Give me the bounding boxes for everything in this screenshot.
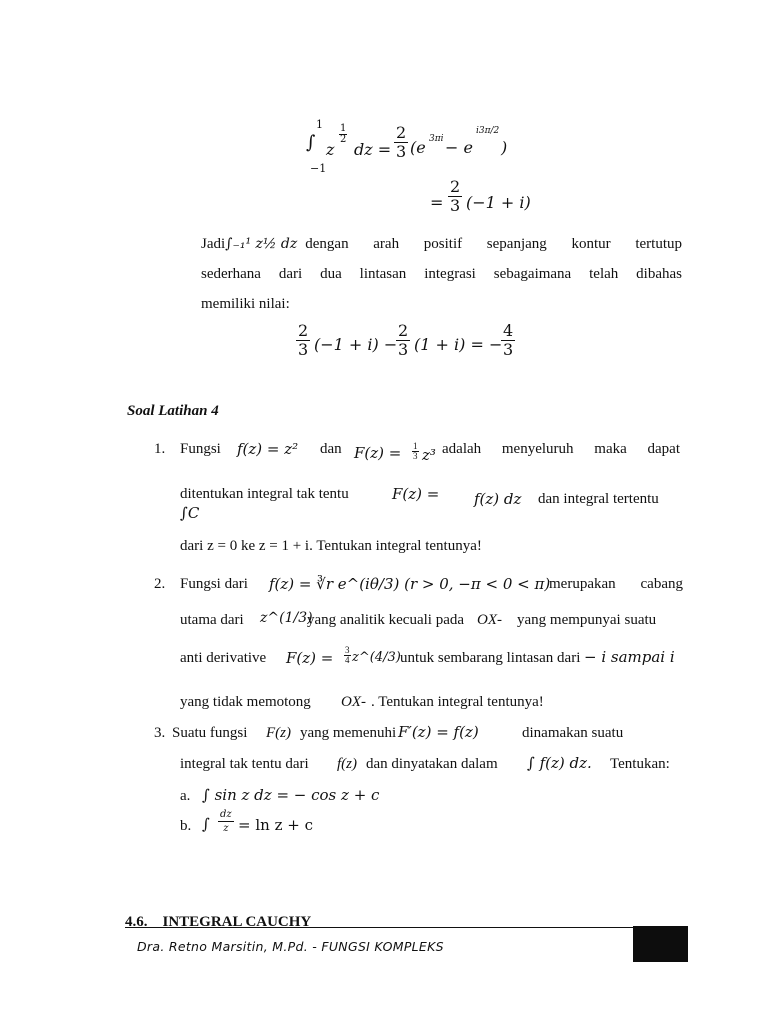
fraction-two-thirds: 2 3 (396, 123, 407, 161)
math-F-z: F(z) = (286, 649, 334, 667)
paragraph-jadi (201, 233, 682, 315)
fraction-2: 2 3 (398, 321, 409, 359)
math-minus-i-to-i: − i sampai i (584, 648, 675, 666)
paragraph-line-2: sederhana dari dua lintasan integrasi sebagaimana telah dibahas (201, 266, 682, 282)
math-integral-f-z-dz: ∫ f(z) dz. (527, 754, 592, 772)
text: . Tentukan integral tentunya! (371, 694, 544, 710)
text: dan dinyatakan dalam (366, 756, 498, 772)
section-heading: 4.6. INTEGRAL CAUCHY (125, 914, 312, 930)
math-F-prime-z: F′(z) = f(z) (398, 723, 479, 741)
integral-over-c: ∫C (180, 504, 200, 522)
question-1 (154, 438, 684, 558)
integral-sign: ∫ (202, 815, 210, 833)
integral-expression: ∫₋₁¹ z½ dz (225, 236, 298, 252)
equals-sign: = (430, 193, 444, 212)
question-number: 2. (154, 576, 166, 592)
item-label-b: b. (180, 818, 192, 834)
text: integral tak tentu dari (180, 756, 309, 772)
item-label-a: a. (180, 788, 191, 804)
math-f-z-dz: f(z) dz (474, 490, 522, 508)
question-3 (154, 722, 684, 852)
text: dan (320, 441, 342, 457)
question-number: 3. (154, 725, 166, 741)
text-f-z: f(z) (337, 756, 357, 772)
math-ln-z: = ln z + c (238, 816, 313, 834)
rhs-e1-exponent: 3πi (429, 134, 444, 144)
text: yang mempunyai suatu (517, 612, 657, 628)
text: utama dari (180, 612, 244, 628)
text: yang memenuhi (300, 725, 397, 741)
page-number-box (633, 926, 688, 962)
term-1: (−1 + i) − (314, 335, 398, 354)
fraction-three-quarters: 3 4 (345, 645, 350, 665)
math-F-z: F(z) = (354, 444, 402, 462)
question-number: 1. (154, 441, 166, 457)
rhs-close: ) (501, 138, 508, 157)
rhs-e2-exponent: i3π/2 (476, 126, 500, 136)
paragraph-line-1: dengan arah positif sepanjang kontur tertutup (305, 235, 682, 252)
text: Fungsi dari (180, 576, 248, 592)
footer-author: Dra. Retno Marsitin, M.Pd. - FUNGSI KOMPLEKS (137, 939, 444, 954)
text: anti derivative (180, 650, 267, 666)
integral-upper-limit: 1 (316, 118, 323, 131)
integral-lower-limit: −1 (310, 162, 327, 175)
fraction-3: 4 3 (503, 321, 514, 359)
fraction-1: 2 3 (298, 321, 309, 359)
paragraph-line-3: memiliki nilai: (201, 296, 290, 312)
math-f-z: f(z) = z² (237, 440, 299, 458)
text-F-z: F(z) (266, 725, 291, 741)
term-2: (1 + i) = − (414, 335, 503, 354)
text: merupakan cabang (549, 576, 683, 592)
exponent-fraction: 1 2 (340, 123, 347, 145)
integrand-z: z (326, 140, 335, 159)
text: ditentukan integral tak tentu (180, 486, 349, 502)
math-f-z-cube-root: f(z) = ∛r e^(iθ/3) (r > 0, −π < 0 < π) (269, 575, 551, 593)
math-z-cubed: z³ (422, 446, 436, 464)
math-z-cube-root: z^(1/3) (260, 610, 313, 626)
text: Fungsi (180, 441, 221, 457)
text: Suatu fungsi (172, 725, 248, 741)
dz-equals: dz = (354, 140, 392, 159)
text: adalah menyeluruh maka dapat (442, 441, 680, 457)
integral-sign: ∫ (306, 132, 316, 153)
jadi-word: Jadi (201, 235, 226, 252)
text-ox: OX- (477, 612, 502, 628)
question-2 (154, 566, 684, 716)
section-title: Soal Latihan 4 (127, 403, 219, 419)
text: Tentukan: (610, 756, 670, 772)
rhs-value: (−1 + i) (466, 193, 531, 212)
fraction-two-thirds: 2 3 (450, 177, 461, 215)
text: dan integral tertentu (538, 491, 659, 507)
text: untuk sembarang lintasan dari (400, 650, 581, 666)
footer-divider (125, 927, 635, 928)
rhs-e1: (e (410, 138, 426, 157)
text: dinamakan suatu (522, 725, 624, 741)
text: yang analitik kecuali pada (307, 612, 465, 628)
math-z-four-thirds: z^(4/3) (352, 650, 401, 665)
fraction-dz-over-z: dz z (220, 809, 232, 834)
text: yang tidak memotong (180, 694, 311, 710)
fraction-one-third: 1 3 (413, 441, 418, 461)
math-integral-sin: ∫ sin z dz = − cos z + c (202, 786, 380, 804)
math-F-z: F(z) = (392, 485, 440, 503)
text-ox: OX- (341, 694, 366, 710)
rhs-e2: − e (445, 138, 473, 157)
text: dari z = 0 ke z = 1 + i. Tentukan integral tentunya! (180, 538, 482, 554)
